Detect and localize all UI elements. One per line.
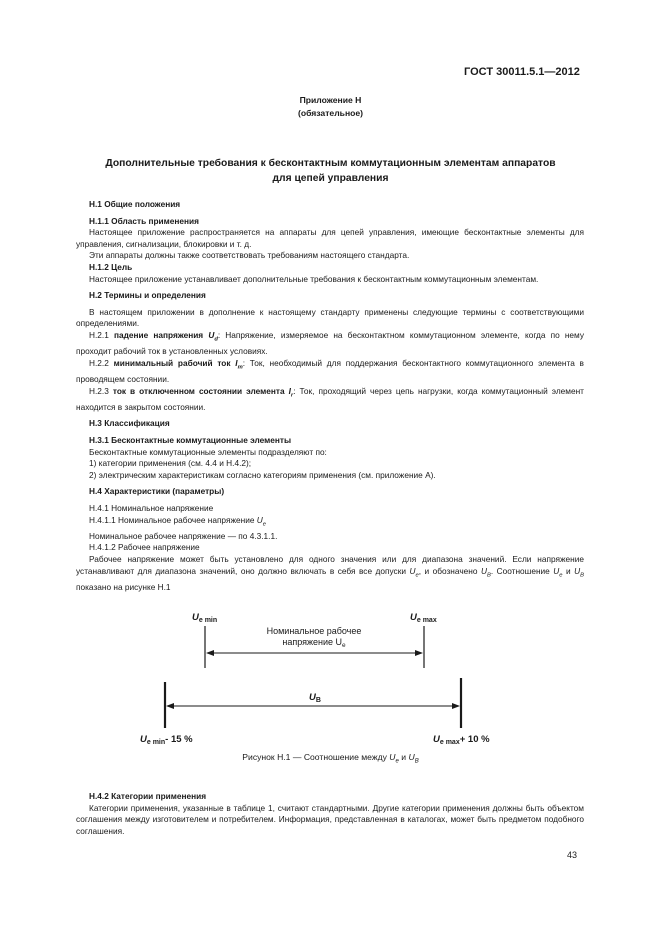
term-symbol-sub: m xyxy=(237,364,243,371)
paragraph: Настоящее приложение устанавливает дополнительные требования к бесконтактным коммутационным элементам. xyxy=(89,273,539,284)
symbol-sub: B xyxy=(486,572,491,579)
page-number: 43 xyxy=(567,850,578,860)
paragraph xyxy=(76,554,584,593)
lower-limit-label: $U_{e min}-$ 15 % xyxy=(140,734,193,746)
caption-text: и xyxy=(401,752,407,762)
text-run: показано на рисунке Н.1 xyxy=(76,581,171,592)
symbol-sub: B xyxy=(580,572,585,579)
list-item: 2) электрическим характеристикам согласно категориям применения (см. приложение А). xyxy=(89,469,436,480)
list-item: 1) категории применения (см. 4.4 и Н.4.2); xyxy=(89,458,252,469)
term-symbol-sub: r xyxy=(290,392,294,399)
text-run: Рабочее напряжение может быть установлено для одного значения или для диапазона значений. Если напряжение устанавливают для диапазона значений, оно должно включать в себя все допуски xyxy=(76,554,584,576)
text-run: и xyxy=(566,565,571,576)
caption-symbol: U xyxy=(408,752,415,762)
term-symbol: I xyxy=(288,385,291,396)
symbol: U xyxy=(574,565,581,576)
item-text: Н.4.1.1 Номинальное рабочее напряжение xyxy=(89,514,255,525)
caption-symbol: U xyxy=(389,752,396,762)
term-text: : Ток, проходящий через цепь нагрузки, когда коммутационный элемент находится в закрытом состоянии. xyxy=(76,385,584,412)
subsection-heading: Н.1.1 Область применения xyxy=(89,215,199,226)
ub-label: $U_B$ xyxy=(309,692,321,704)
section-heading: Н.3 Классификация xyxy=(89,418,170,429)
symbol: U xyxy=(480,565,487,576)
symbol: U xyxy=(553,565,560,576)
term-definition xyxy=(76,358,584,386)
symbol: U xyxy=(256,514,263,525)
section-4-2 xyxy=(76,791,584,837)
paragraph: Н.4.1.2 Рабочее напряжение xyxy=(89,542,200,553)
term-number: Н.2.3 xyxy=(89,385,109,396)
section-heading: Н.2 Термины и определения xyxy=(89,290,206,301)
text-run: . Соотношение xyxy=(490,565,550,576)
term-text: : Ток, необходимый для поддержания бесконтактного коммутационного элемента в проводящем состоянии. xyxy=(76,357,584,385)
annex-title: Приложение Н xyxy=(299,95,362,105)
caption-text: Рисунок Н.1 — Соотношение между xyxy=(242,752,387,762)
subsection-heading: Н.4.2 Категории применения xyxy=(89,791,207,801)
term-symbol: U xyxy=(208,329,215,340)
arrowhead-right-icon xyxy=(415,650,423,656)
main-title-line2: для цепей управления xyxy=(272,172,389,184)
paragraph: Эти аппараты должны также соответствовать требованиям настоящего стандарта. xyxy=(89,250,410,261)
standard-header: ГОСТ 30011.5.1—2012 xyxy=(464,66,580,78)
caption-symbol-sub: B xyxy=(414,758,419,765)
term-name: падение напряжения xyxy=(114,329,204,340)
arrowhead-right-icon xyxy=(452,703,460,709)
main-title xyxy=(0,157,661,186)
term-definition xyxy=(76,330,584,358)
term-symbol: I xyxy=(235,357,238,368)
section-heading: Н.4 Характеристики (параметры) xyxy=(89,486,225,497)
label-uemax: $U_{e max}$ xyxy=(410,612,437,624)
paragraph: Настоящее приложение распространяется на аппараты для цепей управления, имеющие бесконтактные элементы для управления, сигнализации, блокировки и т. д. xyxy=(76,227,584,249)
paragraph: В настоящем приложении в дополнение к настоящему стандарту применены следующие термины с соответствующими определениями. xyxy=(76,306,584,329)
term-name: минимальный рабочий ток xyxy=(113,357,231,368)
paragraph xyxy=(76,515,584,531)
symbol-sub: e xyxy=(262,521,266,528)
term-number: Н.2.2 xyxy=(89,357,109,368)
term-text: : Напряжение, измеряемое на бесконтактном коммутационном элементе, когда по нему проходит рабочий ток в установленных условиях. xyxy=(76,329,584,357)
symbol-sub: e xyxy=(559,572,563,579)
text-run: , и обозначено xyxy=(418,565,478,576)
rated-voltage-label-line2: напряжение $U_e$ xyxy=(282,637,346,649)
term-number: Н.2.1 xyxy=(89,329,109,340)
annex-kind: (обязательное) xyxy=(297,108,364,118)
subsection-heading: Н.3.1 Бесконтактные коммутационные элементы xyxy=(89,435,292,446)
symbol-sub: e xyxy=(415,572,419,579)
paragraph: Категории применения, указанные в таблице 1, считают стандартными. Другие категории применения должны быть объектом соглашения между изготовителем и потребителем. Информация, представленная в каталогах, может быть предметом подобного соглашения. xyxy=(76,802,584,836)
main-title-line1: Дополнительные требования к бесконтактным коммутационным элементам аппаратов xyxy=(105,158,556,169)
label-uemin: $U_{e min}$ xyxy=(192,612,218,624)
caption-symbol-sub: e xyxy=(395,758,399,765)
body-text xyxy=(76,199,584,594)
arrowhead-left-icon xyxy=(206,650,214,656)
upper-limit-label: $U_{e max}+ 10$ % xyxy=(433,734,490,746)
arrowhead-left-icon xyxy=(166,703,174,709)
term-symbol-sub: d xyxy=(214,336,218,343)
symbol: U xyxy=(409,565,416,576)
paragraph: Н.4.1 Номинальное напряжение xyxy=(89,503,214,514)
term-definition xyxy=(76,386,584,414)
paragraph: Номинальное рабочее напряжение — по 4.3.1.1. xyxy=(89,530,278,541)
figure-caption xyxy=(0,752,661,765)
paragraph: Бесконтактные коммутационные элементы подразделяют по: xyxy=(89,446,327,457)
term-name: ток в отключенном состоянии элемента xyxy=(112,385,285,396)
rated-voltage-label-line1: Номинальное рабочее xyxy=(266,626,362,636)
subsection-heading: Н.1.2 Цель xyxy=(89,261,133,272)
section-heading: Н.1 Общие положения xyxy=(89,199,181,209)
